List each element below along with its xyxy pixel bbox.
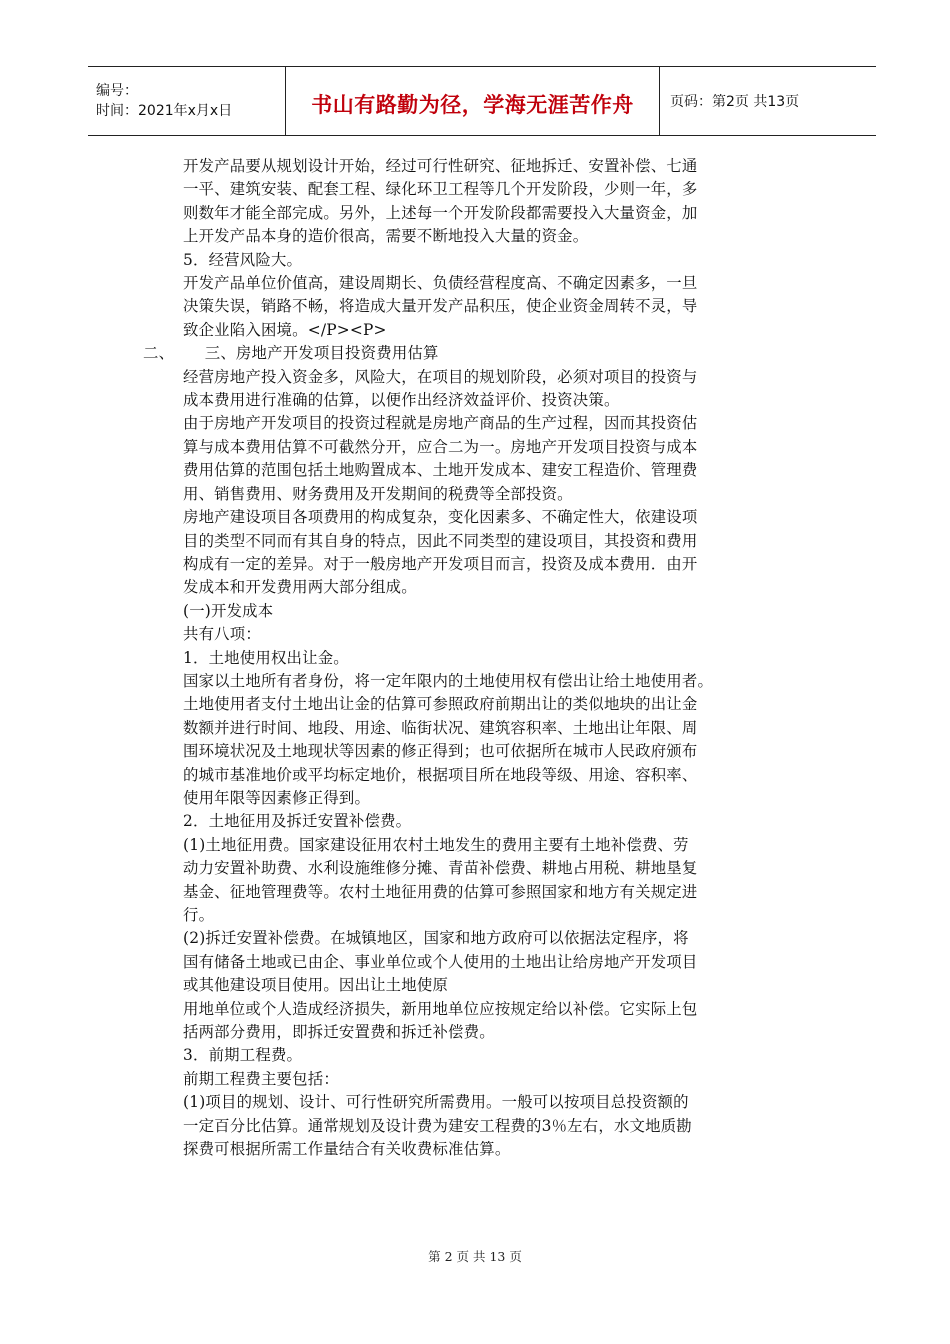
- body-line: 行。: [183, 906, 215, 924]
- header-page-cell: [660, 67, 876, 135]
- body-line: 上开发产品本身的造价很高，需要不断地投入大量的资金。: [183, 227, 589, 246]
- document-number-label: 编号：: [96, 83, 138, 99]
- body-line: 1．土地使用权出让金。: [183, 648, 349, 667]
- body-line: 成本费用进行准确的估算，以便作出经济效益评价、投资决策。: [183, 391, 620, 410]
- body-line: 数额并进行时间、地段、用途、临街状况、建筑容积率、土地出让年限、周: [183, 718, 698, 737]
- body-line: 由于房地产开发项目的投资过程就是房地产商品的生产过程，因而其投资估: [183, 414, 698, 433]
- page-footer: 第 2 页 共 13 页: [428, 1249, 522, 1264]
- body-line: 决策失误，销路不畅，将造成大量开发产品积压，使企业资金周转不灵，导: [183, 297, 698, 316]
- header-table: [88, 66, 876, 136]
- body-line: 围环境状况及土地现状等因素的修正得到；也可依据所在城市人民政府颁布: [183, 742, 698, 761]
- body-line: 则数年才能全部完成。另外，上述每一个开发阶段都需要投入大量资金，加: [183, 203, 698, 222]
- body-line: 开发产品要从规划设计开始，经过可行性研究、征地拆迁、安置补偿、七通: [183, 157, 698, 175]
- body-line: (一)开发成本: [183, 601, 274, 620]
- body-line: 5．经营风险大。: [183, 250, 303, 269]
- body-line: 共有八项：: [183, 625, 261, 644]
- section-heading: 二、 三、房地产开发项目投资费用估算: [143, 344, 439, 363]
- body-line: 发成本和开发费用两大部分组成。: [183, 578, 417, 597]
- body-line: 开发产品单位价值高，建设周期长、负债经营程度高、不确定因素多，一旦: [183, 274, 698, 293]
- header-page-number: 页码：第2页 共13页: [670, 94, 800, 110]
- body-line: 算与成本费用估算不可截然分开，应合二为一。房地产开发项目投资与成本: [183, 437, 698, 456]
- body-line: 构成有一定的差异。对于一般房地产开发项目而言，投资及成本费用．由开: [183, 554, 698, 573]
- document-body: [143, 155, 843, 1161]
- document-time-label: 时间：2021年x月x日: [96, 103, 233, 119]
- body-line: 经营房地产投入资金多，风险大，在项目的规划阶段，必须对项目的投资与: [183, 367, 698, 386]
- body-line: 用、销售费用、财务费用及开发期间的税费等全部投资。: [183, 484, 573, 503]
- body-line: 3．前期工程费。: [183, 1046, 303, 1065]
- body-line: 动力安置补助费、水利设施维修分摊、青苗补偿费、耕地占用税、耕地垦复: [183, 859, 698, 878]
- body-line: 使用年限等因素修正得到。: [183, 788, 371, 807]
- body-line: 一定百分比估算。通常规划及设计费为建安工程费的3％左右，水文地质勘: [183, 1116, 692, 1135]
- body-line: 致企业陷入困境。</P><P>: [183, 320, 387, 339]
- body-line: 前期工程费主要包括：: [183, 1069, 339, 1088]
- body-line: 目的类型不同而有其自身的特点，因此不同类型的建设项目，其投资和费用: [183, 531, 698, 550]
- body-line: (2)拆迁安置补偿费。在城镇地区，国家和地方政府可以依据法定程序，将: [183, 929, 689, 948]
- body-line: 括两部分费用，即拆迁安置费和拆迁补偿费。: [183, 1023, 495, 1042]
- body-line: 基金、征地管理费等。农村土地征用费的估算可参照国家和地方有关规定进: [183, 882, 698, 901]
- body-line: 国家以土地所有者身份，将一定年限内的土地使用权有偿出让给土地使用者。: [183, 671, 714, 690]
- body-line: 或其他建设项目使用。因出让土地使原: [183, 976, 449, 995]
- body-line: 土地使用者支付土地出让金的估算可参照政府前期出让的类似地块的出让金: [183, 695, 698, 714]
- header-motto-cell: [286, 67, 660, 135]
- header-info-cell: [88, 67, 286, 135]
- header-motto: 书山有路勤为径，学海无涯苦作舟: [311, 93, 634, 117]
- body-line: 一平、建筑安装、配套工程、绿化环卫工程等几个开发阶段，少则一年，多: [183, 180, 698, 199]
- body-line: (1)土地征用费。国家建设征用农村土地发生的费用主要有土地补偿费、劳: [183, 835, 689, 854]
- body-line: 国有储备土地或已由企、事业单位或个人使用的土地出让给房地产开发项目: [183, 952, 698, 971]
- body-line: 的城市基准地价或平均标定地价，根据项目所在地段等级、用途、容积率、: [183, 765, 698, 784]
- body-line: 用地单位或个人造成经济损失，新用地单位应按规定给以补偿。它实际上包: [183, 999, 698, 1018]
- body-line: 探费可根据所需工作量结合有关收费标准估算。: [183, 1140, 511, 1159]
- body-line: (1)项目的规划、设计、可行性研究所需费用。一般可以按项目总投资额的: [183, 1093, 689, 1112]
- body-line: 费用估算的范围包括土地购置成本、土地开发成本、建安工程造价、管理费: [183, 461, 698, 480]
- body-line: 房地产建设项目各项费用的构成复杂，变化因素多、不确定性大，依建设项: [183, 508, 698, 527]
- body-line: 2．土地征用及拆迁安置补偿费。: [183, 812, 412, 831]
